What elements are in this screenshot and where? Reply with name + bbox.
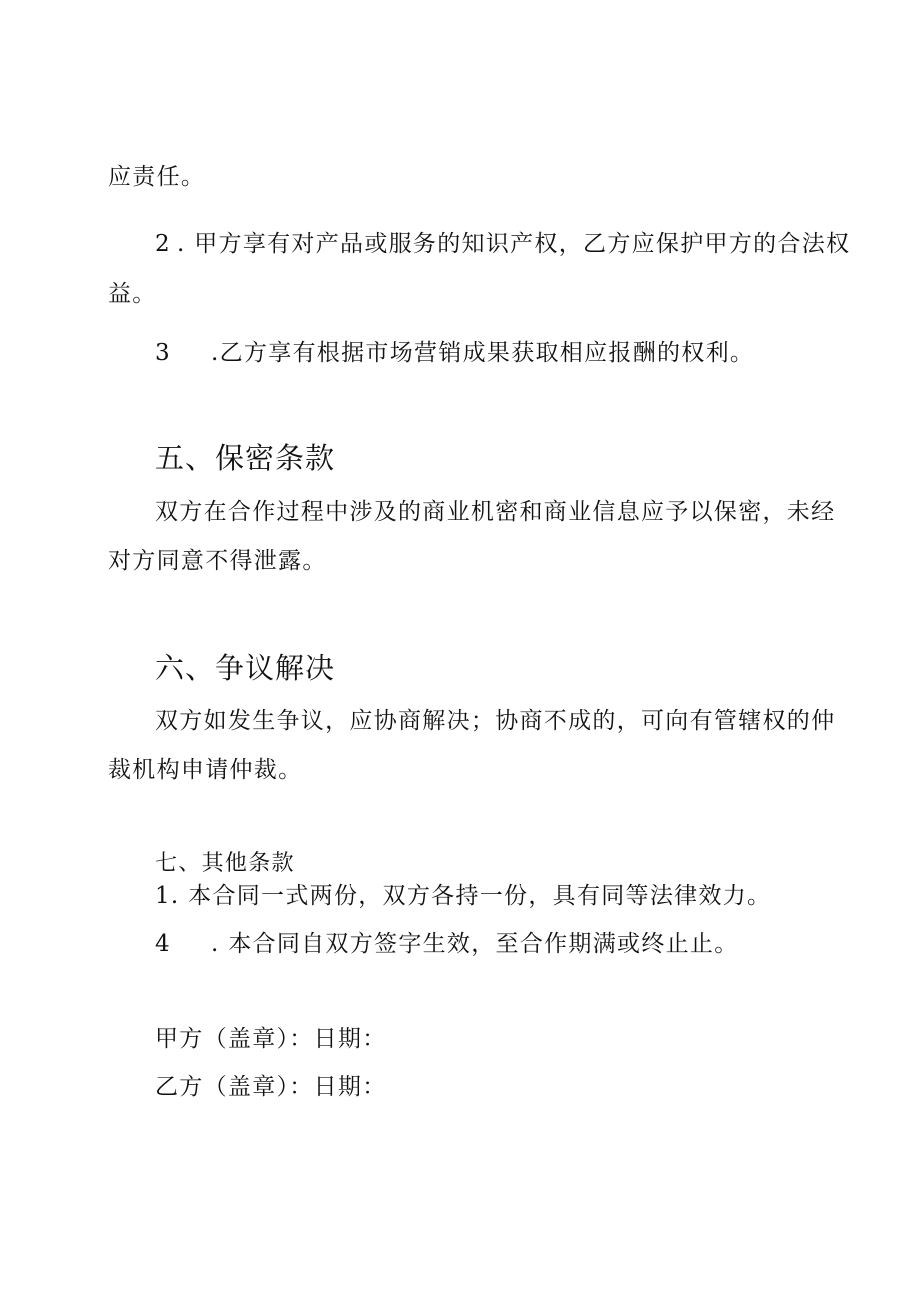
section-5-paragraph-line-2: 对方同意不得泄露。: [108, 548, 327, 574]
rights-item-2-number: 2: [155, 231, 171, 257]
section-7-item-2-number: 4: [155, 931, 171, 957]
party-b-signature-line: 乙方（盖章）：日期：: [155, 1074, 387, 1100]
section-7-title: 七、其他条款: [155, 851, 295, 876]
section-5-title: 五、保密条款: [155, 441, 336, 475]
rights-item-3: [155, 338, 754, 368]
section-6-paragraph-line-1: 双方如发生争议，应协商解决；协商不成的，可向有管辖权的仲: [155, 708, 836, 734]
rights-item-2-text: . 甲方享有对产品或服务的知识产权，乙方应保护甲方的合法权: [177, 231, 851, 257]
rights-item-3-number: 3: [155, 340, 171, 366]
section-7-item-2: [155, 929, 739, 959]
section-7-item-2-text: . 本合同自双方签字生效，至合作期满或终止止。: [211, 931, 739, 957]
rights-item-3-text: .乙方享有根据市场营销成果获取相应报酬的权利。: [211, 340, 755, 366]
section-6-title: 六、争议解决: [155, 651, 336, 685]
continuation-text: 应责任。: [108, 164, 206, 190]
section-6-paragraph-line-2: 裁机构申请仲裁。: [108, 757, 303, 783]
rights-item-2-continuation: 益。: [108, 281, 157, 307]
rights-item-2: [155, 229, 850, 259]
section-7-item-1: 1. 本合同一式两份，双方各持一份，具有同等法律效力。: [155, 883, 772, 909]
party-a-signature-line: 甲方（盖章）：日期：: [155, 1026, 387, 1052]
section-5-paragraph-line-1: 双方在合作过程中涉及的商业机密和商业信息应予以保密，未经: [155, 499, 836, 525]
